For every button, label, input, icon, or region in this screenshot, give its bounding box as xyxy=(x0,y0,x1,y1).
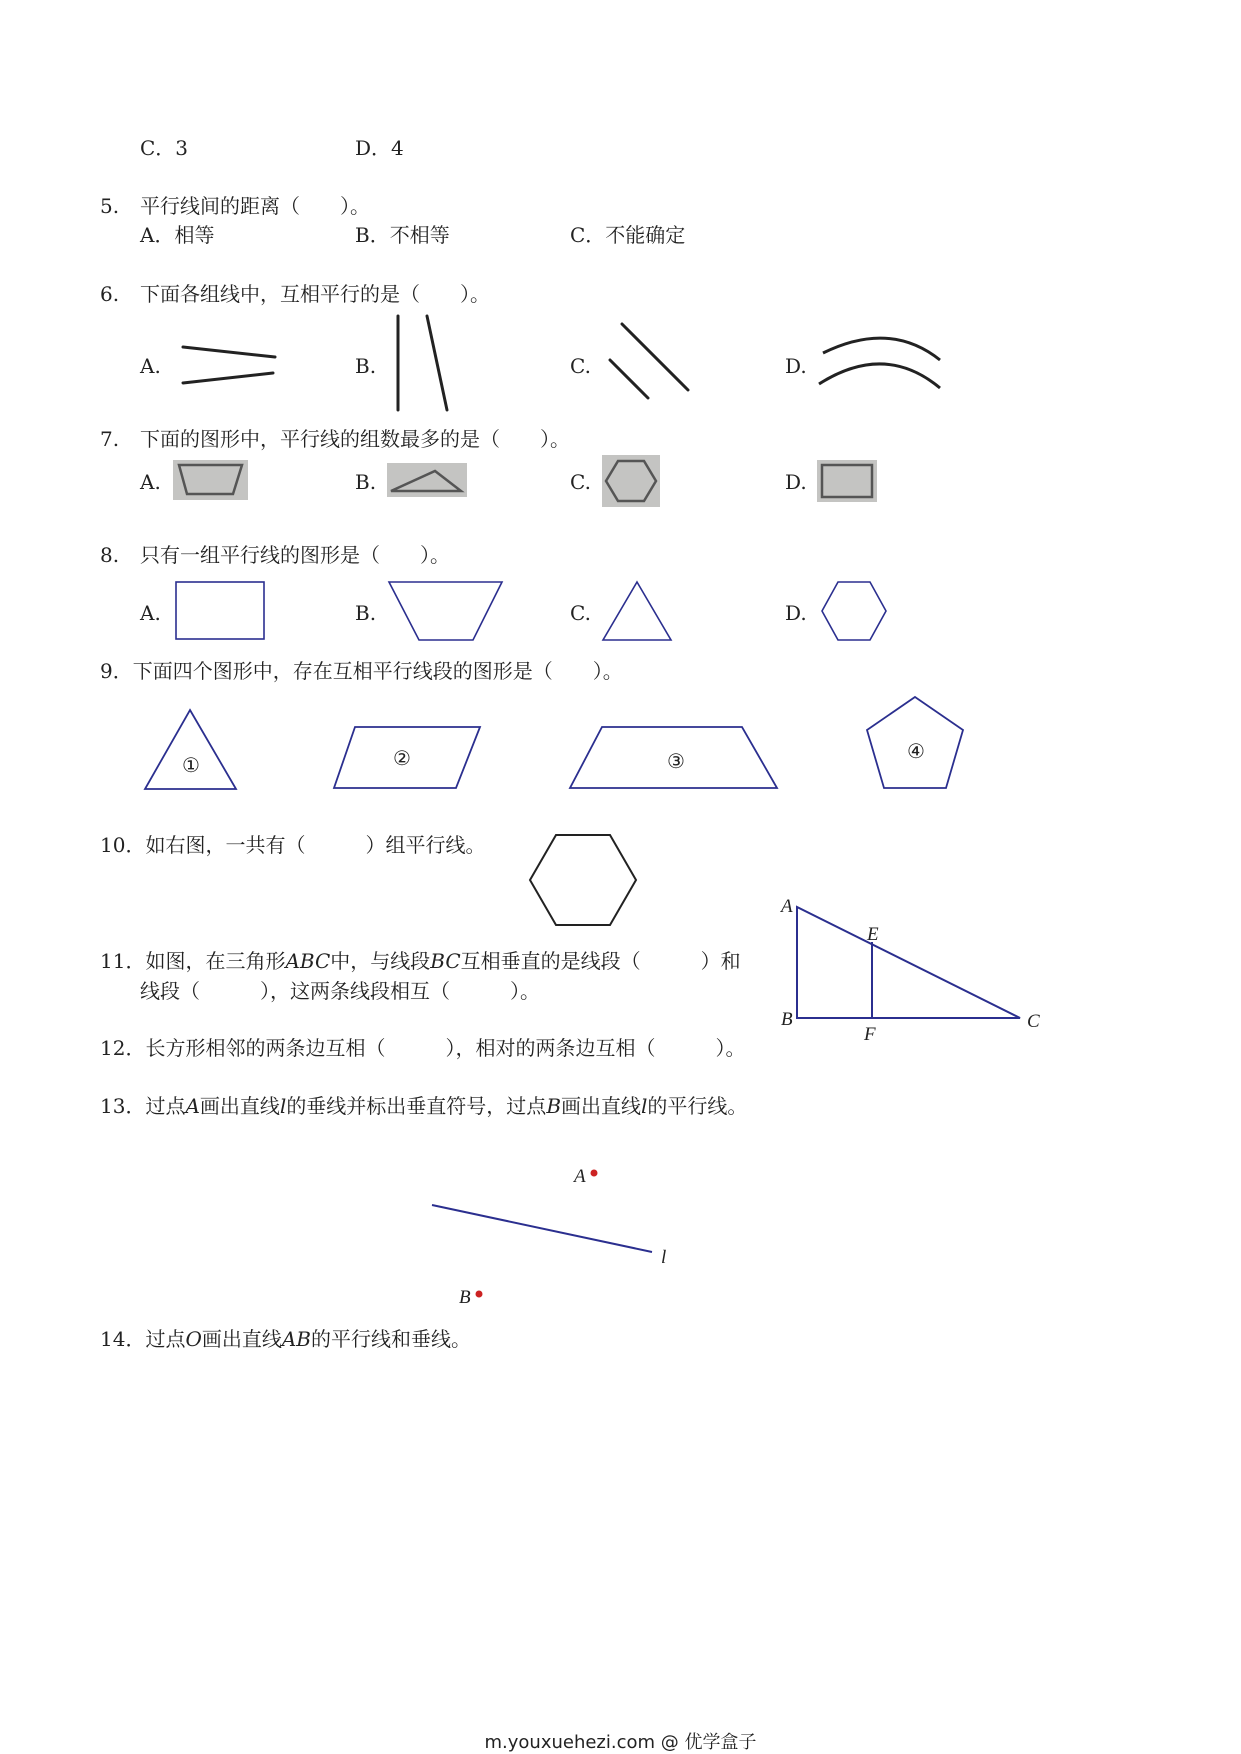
q7-number: 7. xyxy=(100,427,120,451)
q13-text-1: 13．过点 xyxy=(100,1094,186,1118)
q6-option-d: D. xyxy=(785,354,807,378)
q7-figure-b xyxy=(387,463,467,497)
q11-text-b: 中，与线段 xyxy=(330,949,431,973)
q13-drawing-area xyxy=(425,1155,685,1310)
q13-point-a-ref: A xyxy=(185,1094,200,1118)
q14-text-3: 的平行线和垂线。 xyxy=(311,1327,471,1351)
q13-text-5: 的平行线。 xyxy=(647,1094,748,1118)
q5-option-b: B．不相等 xyxy=(355,223,450,247)
q9-label-4: ④ xyxy=(907,741,925,763)
q6-figure-b xyxy=(385,310,460,415)
q5-number: 5. xyxy=(100,194,120,218)
q6-option-c: C. xyxy=(570,354,591,378)
q13-text-4: 画出直线 xyxy=(561,1094,642,1118)
q8-figure-c xyxy=(600,578,675,644)
q11-bc: BC xyxy=(430,949,461,973)
q14-text-1: 14．过点 xyxy=(100,1327,186,1351)
q8-figure-d xyxy=(818,578,890,644)
q7-stem: 下面的图形中，平行线的组数最多的是（ ）。 xyxy=(140,427,570,451)
q13-line-l-ref-1: l xyxy=(279,1094,287,1118)
q5-stem: 平行线间的距离（ ）。 xyxy=(140,194,370,218)
q9-stem: 9．下面四个图形中，存在互相平行线段的图形是（ ）。 xyxy=(100,659,623,683)
q5-option-c: C．不能确定 xyxy=(570,223,686,247)
q11-triangle-figure xyxy=(770,890,1050,1050)
q12-stem: 12．长方形相邻的两条边互相（ ），相对的两条边互相（ ）。 xyxy=(100,1036,746,1060)
q6-number: 6. xyxy=(100,282,120,306)
q6-stem: 下面各组线中，互相平行的是（ ）。 xyxy=(140,282,490,306)
q13-point-b-dot xyxy=(476,1291,483,1298)
q11-label-e: E xyxy=(867,924,879,945)
q10-hexagon xyxy=(524,830,642,930)
q9-label-2: ② xyxy=(393,748,411,770)
q11-abc: ABC xyxy=(285,949,331,973)
q13-point-b-label: B xyxy=(459,1287,471,1308)
q7-figure-d xyxy=(817,460,877,502)
q9-figure-2 xyxy=(330,722,485,792)
q9-label-3: ③ xyxy=(667,751,685,773)
q11-text-a: 11．如图，在三角形 xyxy=(100,949,286,973)
q13-point-b-ref: B xyxy=(546,1094,562,1118)
q8-option-c: C. xyxy=(570,601,591,625)
q6-option-b: B. xyxy=(355,354,377,378)
q11-label-a: A xyxy=(781,896,793,917)
q7-figure-a xyxy=(173,460,248,500)
q6-option-a: A. xyxy=(140,354,161,378)
q13-point-a-label: A xyxy=(574,1166,586,1187)
q5-option-a: A．相等 xyxy=(140,223,215,247)
q7-option-d: D. xyxy=(785,470,807,494)
q13-text-2: 画出直线 xyxy=(199,1094,280,1118)
q9-label-1: ① xyxy=(182,755,200,777)
q11-line2: 线段（ ），这两条线段相互（ ）。 xyxy=(140,979,540,1003)
q13-stem xyxy=(100,1094,747,1118)
q8-option-d: D. xyxy=(785,601,807,625)
q14-stem xyxy=(100,1327,471,1351)
q11-label-c: C xyxy=(1027,1011,1040,1032)
q7-option-a: A. xyxy=(140,470,161,494)
q8-figure-b xyxy=(385,578,507,644)
q13-point-a-dot xyxy=(591,1170,598,1177)
q9-figure-3 xyxy=(566,722,781,792)
q9-figure-1 xyxy=(140,705,240,793)
q6-figure-c xyxy=(600,318,700,403)
q7-figure-c xyxy=(602,455,660,507)
page-footer[interactable]: m.youxuehezi.com @ 优学盒子 xyxy=(484,1732,757,1753)
q7-option-b: B. xyxy=(355,470,377,494)
q11-text-c: 互相垂直的是线段（ ）和 xyxy=(460,949,741,973)
q11-label-f: F xyxy=(864,1024,876,1045)
q8-option-a: A. xyxy=(140,601,161,625)
q13-text-3: 的垂线并标出垂直符号，过点 xyxy=(286,1094,547,1118)
q11-label-b: B xyxy=(781,1009,793,1030)
q13-line-l-ref-2: l xyxy=(641,1094,648,1118)
q13-line-l-label: l xyxy=(661,1247,667,1268)
q14-point-o-ref: O xyxy=(185,1327,202,1351)
q10-stem: 10．如右图，一共有（ ）组平行线。 xyxy=(100,833,486,857)
q9-figure-4 xyxy=(862,693,970,793)
q8-number: 8. xyxy=(100,543,120,567)
q4-option-c: C．3 xyxy=(140,136,189,160)
q8-figure-a xyxy=(172,578,270,644)
q7-option-c: C. xyxy=(570,470,591,494)
q11-line1 xyxy=(100,949,741,973)
q14-line-ab-ref: AB xyxy=(281,1327,311,1351)
q4-option-d: D．4 xyxy=(355,136,404,160)
q6-figure-a xyxy=(175,335,285,390)
q6-figure-d xyxy=(815,328,950,393)
q14-text-2: 画出直线 xyxy=(201,1327,282,1351)
q8-stem: 只有一组平行线的图形是（ ）。 xyxy=(140,543,450,567)
q8-option-b: B. xyxy=(355,601,377,625)
